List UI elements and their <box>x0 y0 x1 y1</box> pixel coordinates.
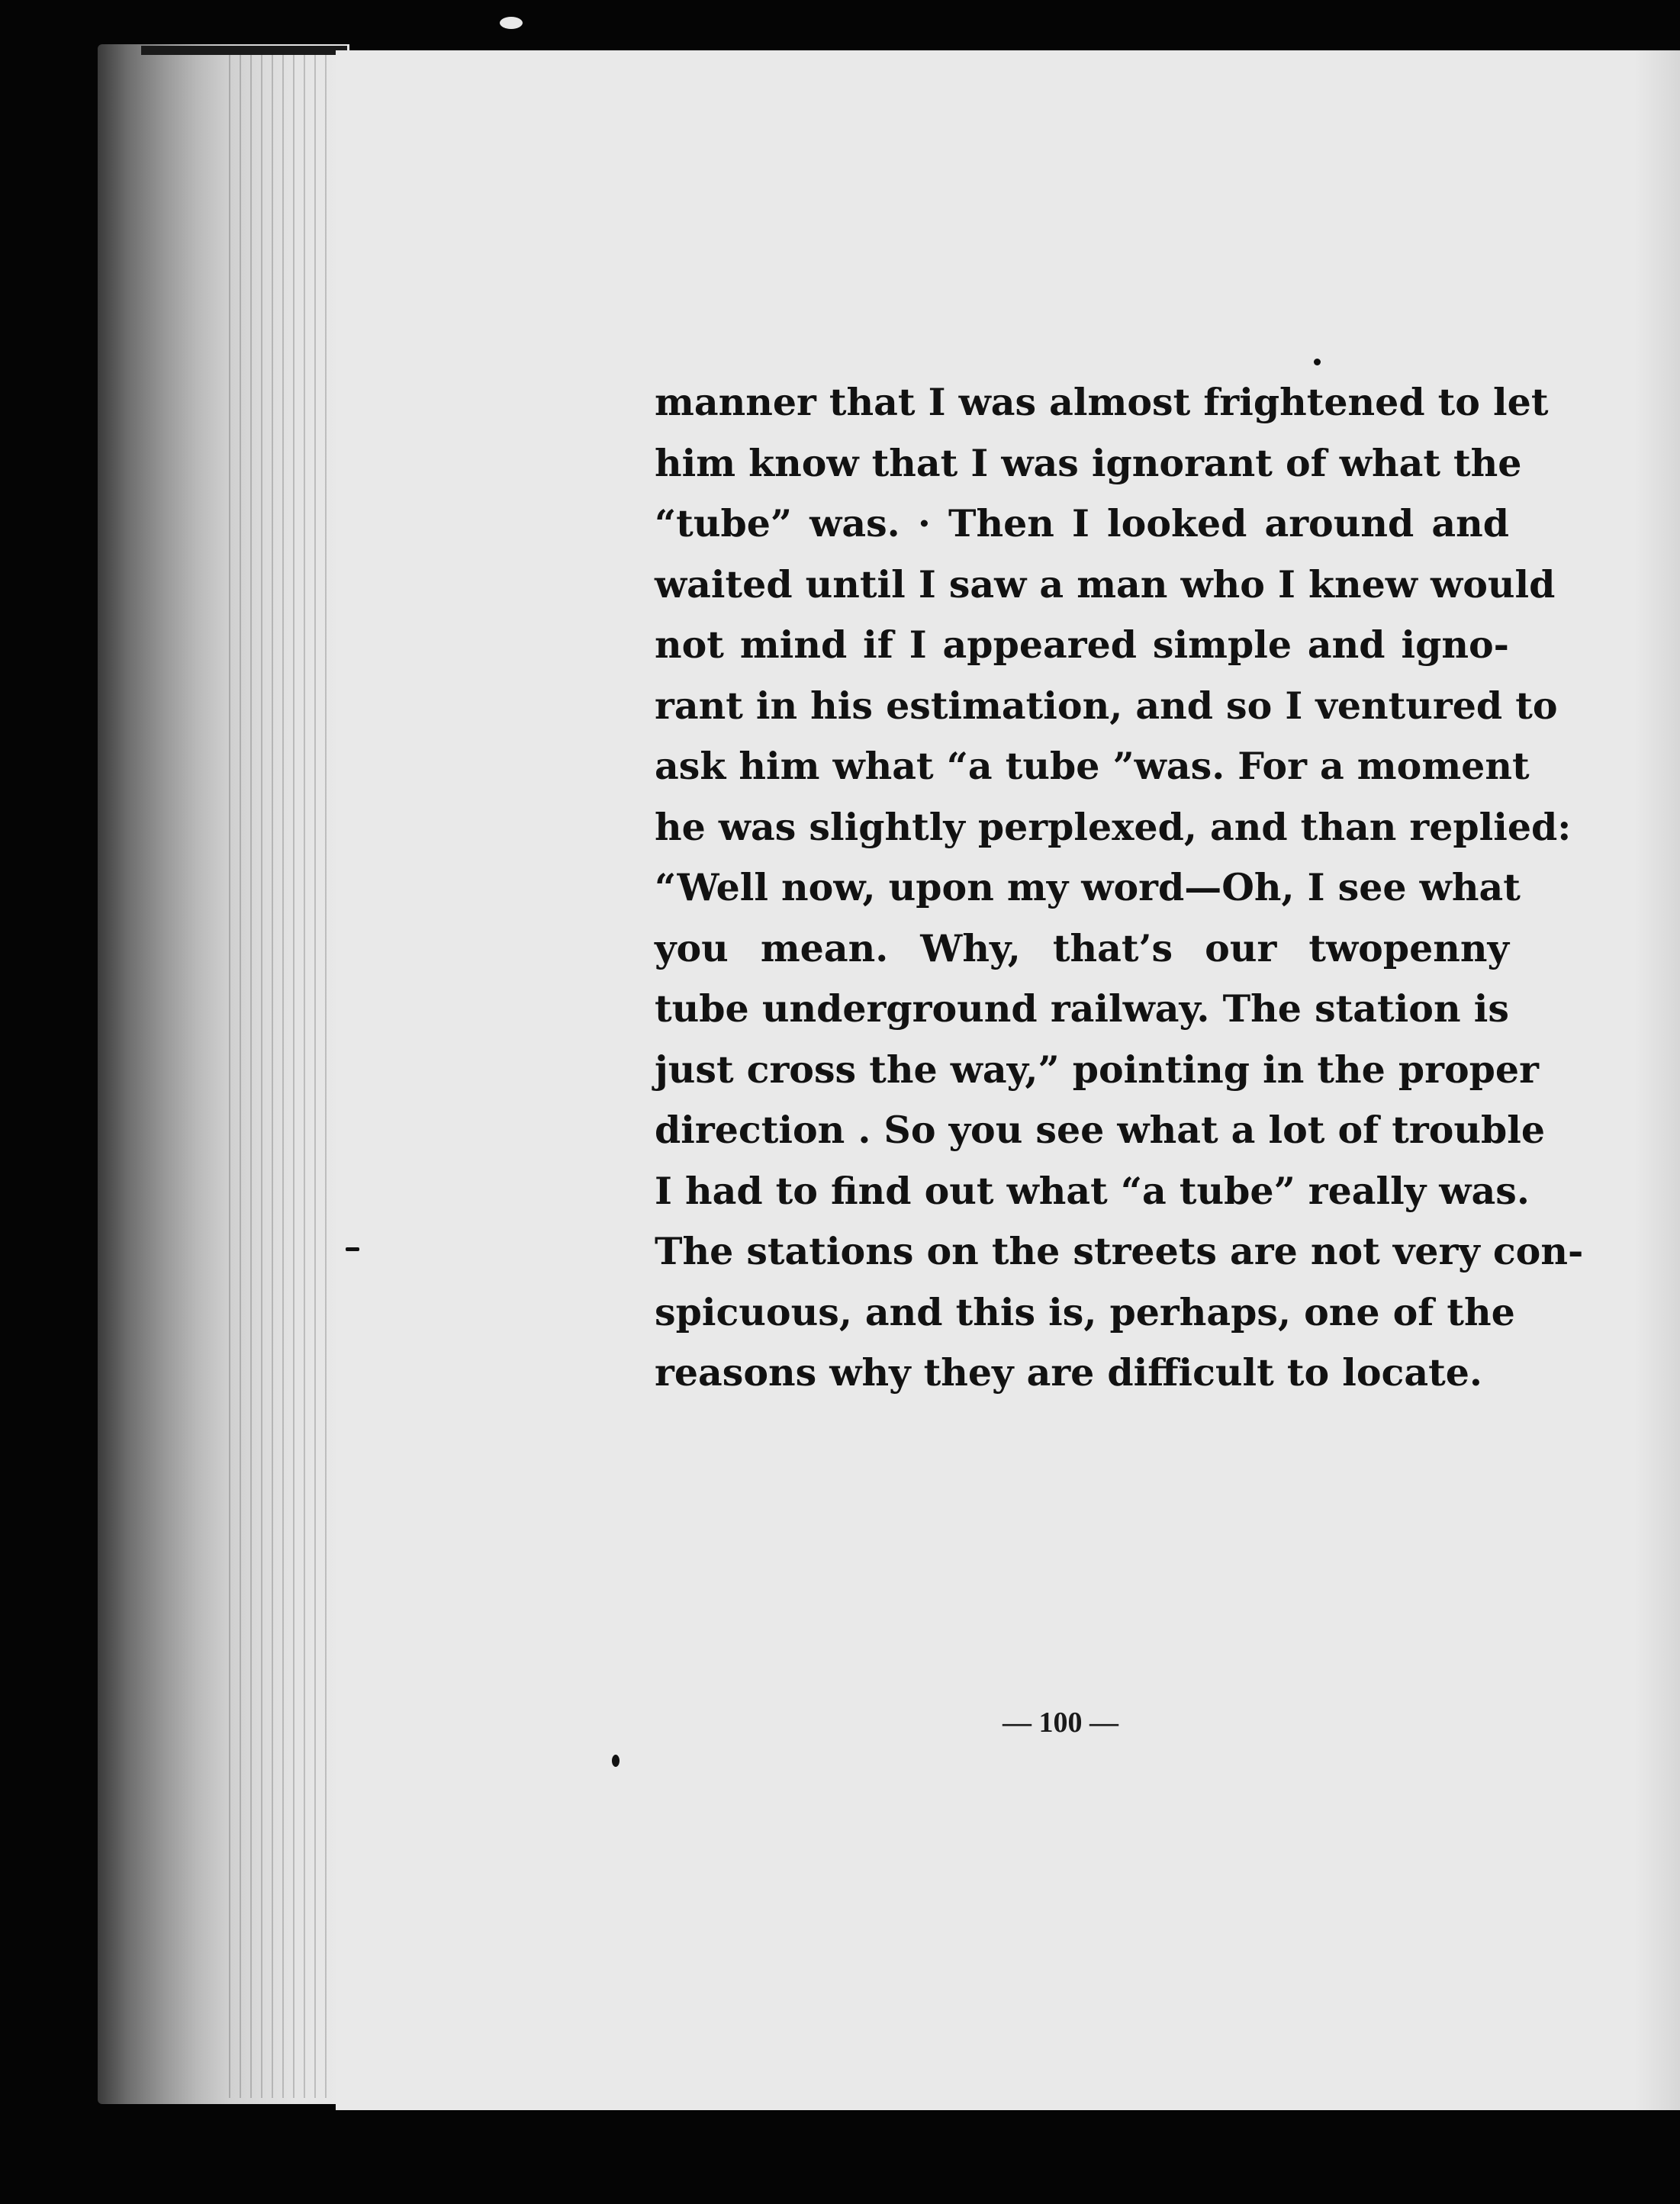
text-line: manner that I was almost frightened to let <box>655 380 1549 424</box>
scan-speck <box>346 1247 359 1251</box>
book-top-edge <box>141 46 347 55</box>
text-line: rant in his estimation, and so I ventured to <box>655 683 1558 728</box>
text-line: “Well now, upon my word—Oh, I see what <box>655 865 1521 909</box>
text-line: “tube” was. · Then I looked around and <box>655 501 1509 545</box>
text-line: ask him what “a tube ”was. For a moment <box>655 744 1530 788</box>
text-line: reasons why they are difficult to locate. <box>655 1350 1482 1395</box>
scan-speck <box>500 17 523 29</box>
text-line: you mean. Why, that’s our twopenny <box>655 925 1509 970</box>
text-line: not mind if I appeared simple and igno- <box>655 623 1509 667</box>
text-line: waited until I saw a man who I knew would <box>655 561 1556 607</box>
text-line: direction . So you see what a lot of trouble <box>655 1108 1546 1152</box>
page-body-text <box>655 372 1584 1404</box>
text-line: I had to find out what “a tube” really was. <box>655 1168 1530 1213</box>
book-page-edge-lines <box>229 53 343 2098</box>
scan-speck <box>1314 359 1321 365</box>
text-line: him know that I was ignorant of what the <box>655 440 1522 485</box>
scan-speck <box>612 1755 620 1767</box>
text-line: The stations on the streets are not very con- <box>655 1229 1584 1273</box>
text-line: tube underground railway. The station is <box>655 986 1509 1031</box>
text-line: just cross the way,” pointing in the proper <box>655 1047 1539 1092</box>
page-number: — 100 — <box>1003 1707 1118 1739</box>
page-shadow <box>1634 50 1680 2110</box>
text-line: he was slightly perplexed, and than replied: <box>655 804 1572 849</box>
text-line: spicuous, and this is, perhaps, one of the <box>655 1289 1515 1334</box>
